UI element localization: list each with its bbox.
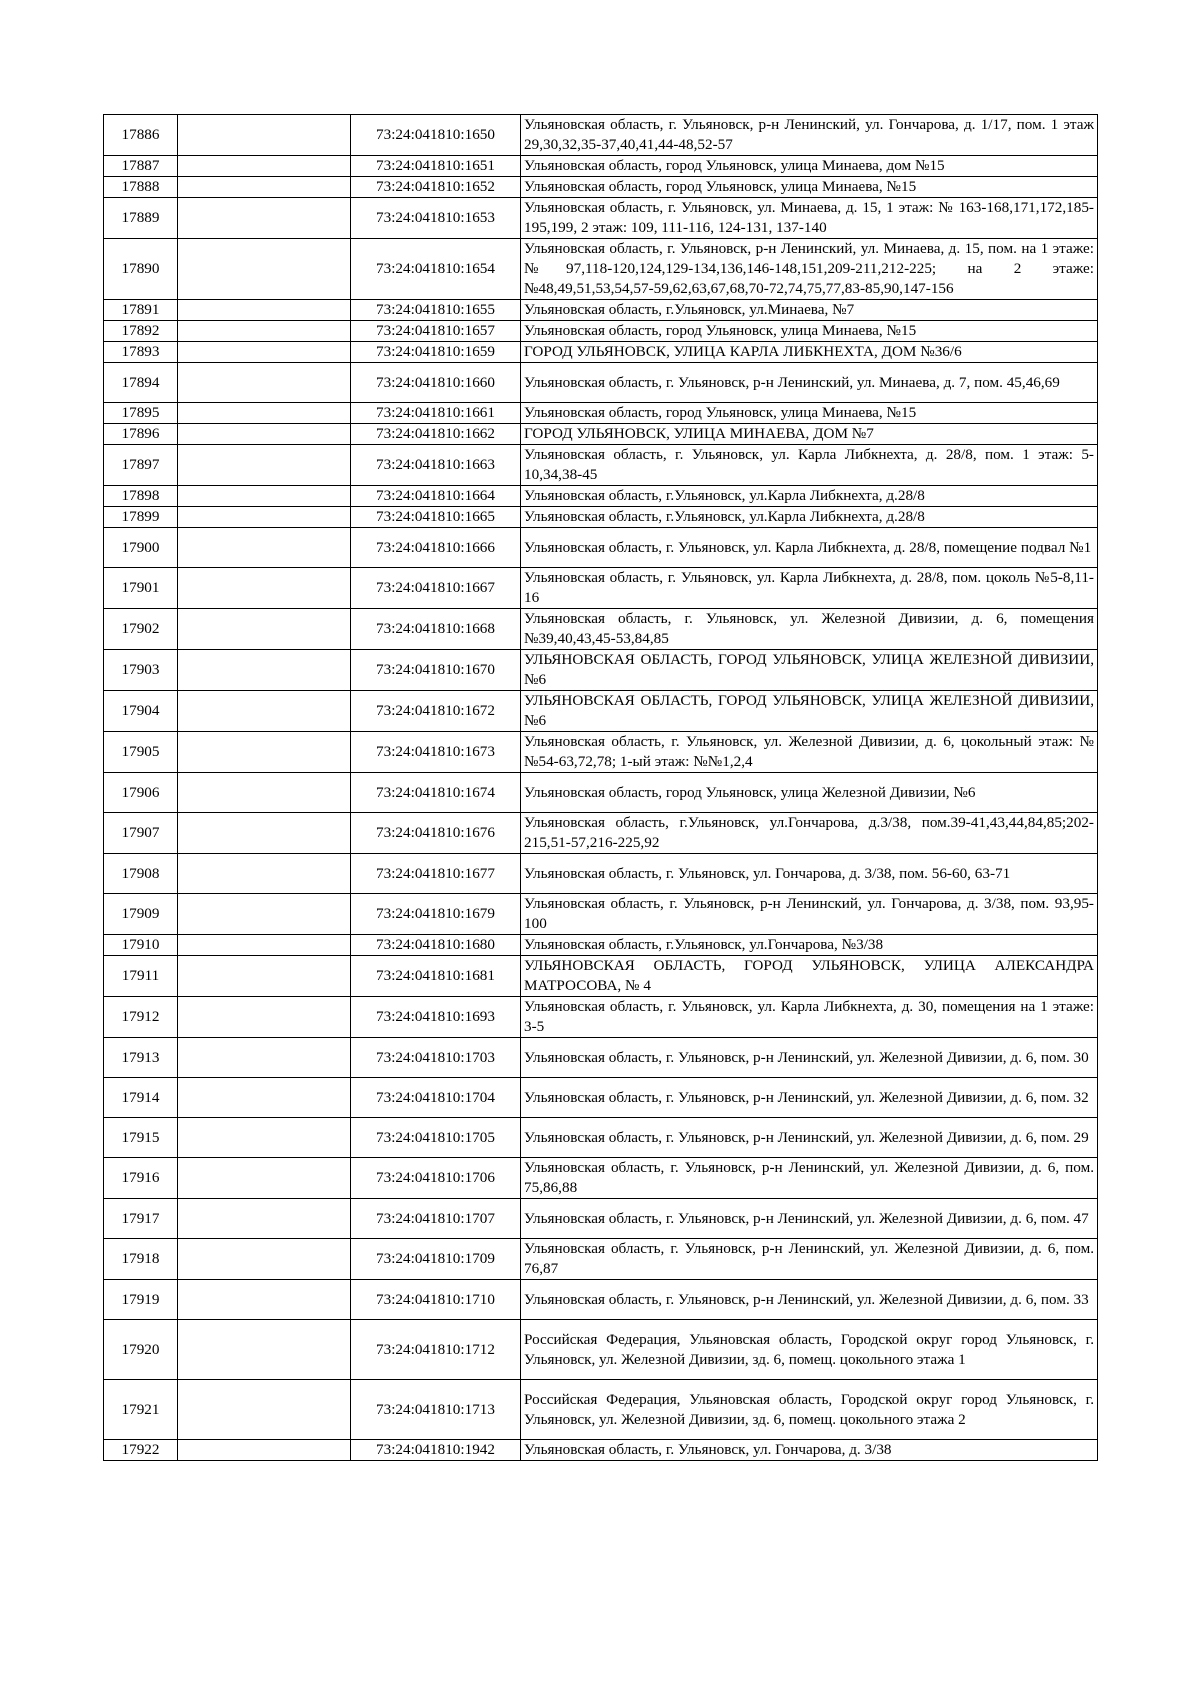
cadastral-number-cell: 73:24:041810:1664 — [351, 486, 521, 507]
table-row — [104, 1320, 1098, 1380]
row-number-cell: 17909 — [104, 894, 178, 935]
table-row — [104, 1158, 1098, 1199]
table-row — [104, 1199, 1098, 1239]
object-name-cell — [178, 486, 351, 507]
cadastral-number-cell: 73:24:041810:1672 — [351, 691, 521, 732]
cadastral-number-cell: 73:24:041810:1666 — [351, 528, 521, 568]
object-name-cell — [178, 342, 351, 363]
table-row — [104, 609, 1098, 650]
table-row — [104, 1380, 1098, 1440]
table-row — [104, 300, 1098, 321]
cadastral-number-cell: 73:24:041810:1704 — [351, 1078, 521, 1118]
row-number-cell: 17914 — [104, 1078, 178, 1118]
table-row — [104, 1038, 1098, 1078]
row-number-cell: 17905 — [104, 732, 178, 773]
object-name-cell — [178, 650, 351, 691]
table-row — [104, 894, 1098, 935]
object-name-cell — [178, 1320, 351, 1380]
cadastral-number-cell: 73:24:041810:1713 — [351, 1380, 521, 1440]
table-row — [104, 528, 1098, 568]
object-name-cell — [178, 1078, 351, 1118]
object-name-cell — [178, 1440, 351, 1461]
table-row — [104, 1440, 1098, 1461]
row-number-cell: 17907 — [104, 813, 178, 854]
cadastral-number-cell: 73:24:041810:1659 — [351, 342, 521, 363]
cadastral-number-cell: 73:24:041810:1652 — [351, 177, 521, 198]
row-number-cell: 17903 — [104, 650, 178, 691]
cadastral-number-cell: 73:24:041810:1673 — [351, 732, 521, 773]
object-name-cell — [178, 732, 351, 773]
object-name-cell — [178, 115, 351, 156]
cadastral-number-cell: 73:24:041810:1710 — [351, 1280, 521, 1320]
object-name-cell — [178, 1118, 351, 1158]
row-number-cell: 17922 — [104, 1440, 178, 1461]
cadastral-number-cell: 73:24:041810:1712 — [351, 1320, 521, 1380]
cadastral-number-cell: 73:24:041810:1668 — [351, 609, 521, 650]
cadastral-number-cell: 73:24:041810:1676 — [351, 813, 521, 854]
row-number-cell: 17892 — [104, 321, 178, 342]
address-cell: Ульяновская область, город Ульяновск, улица Железной Дивизии, №6 — [521, 773, 1098, 813]
object-name-cell — [178, 424, 351, 445]
object-name-cell — [178, 403, 351, 424]
address-cell: Ульяновская область, г. Ульяновск, ул. Карла Либкнехта, д. 28/8, помещение подвал №1 — [521, 528, 1098, 568]
row-number-cell: 17899 — [104, 507, 178, 528]
row-number-cell: 17918 — [104, 1239, 178, 1280]
table-row — [104, 1078, 1098, 1118]
cadastral-number-cell: 73:24:041810:1655 — [351, 300, 521, 321]
table-row — [104, 997, 1098, 1038]
address-cell: Ульяновская область, г. Ульяновск, р-н Ленинский, ул. Железной Дивизии, д. 6, пом. 75,86,88 — [521, 1158, 1098, 1199]
address-cell: Российская Федерация, Ульяновская область, Городской округ город Ульяновск, г. Ульяновск, ул. Железной Дивизии, зд. 6, помещ. цокольного этажа 2 — [521, 1380, 1098, 1440]
table-row — [104, 156, 1098, 177]
object-name-cell — [178, 773, 351, 813]
property-register-table — [103, 114, 1098, 1461]
row-number-cell: 17891 — [104, 300, 178, 321]
row-number-cell: 17919 — [104, 1280, 178, 1320]
address-cell: Российская Федерация, Ульяновская область, Городской округ город Ульяновск, г. Ульяновск, ул. Железной Дивизии, зд. 6, помещ. цокольного этажа 1 — [521, 1320, 1098, 1380]
table-row — [104, 813, 1098, 854]
cadastral-number-cell: 73:24:041810:1681 — [351, 956, 521, 997]
table-row — [104, 568, 1098, 609]
address-cell: Ульяновская область, г.Ульяновск, ул.Гончарова, №3/38 — [521, 935, 1098, 956]
table-row — [104, 342, 1098, 363]
address-cell: Ульяновская область, город Ульяновск, улица Минаева, №15 — [521, 403, 1098, 424]
table-row — [104, 854, 1098, 894]
row-number-cell: 17902 — [104, 609, 178, 650]
address-cell: УЛЬЯНОВСКАЯ ОБЛАСТЬ, ГОРОД УЛЬЯНОВСК, УЛИЦА АЛЕКСАНДРА МАТРОСОВА, № 4 — [521, 956, 1098, 997]
row-number-cell: 17889 — [104, 198, 178, 239]
row-number-cell: 17887 — [104, 156, 178, 177]
object-name-cell — [178, 528, 351, 568]
address-cell: Ульяновская область, г. Ульяновск, р-н Ленинский, ул. Железной Дивизии, д. 6, пом. 30 — [521, 1038, 1098, 1078]
row-number-cell: 17896 — [104, 424, 178, 445]
address-cell: Ульяновская область, г.Ульяновск, ул.Карла Либкнехта, д.28/8 — [521, 507, 1098, 528]
table-row — [104, 1239, 1098, 1280]
address-cell: Ульяновская область, город Ульяновск, улица Минаева, №15 — [521, 177, 1098, 198]
object-name-cell — [178, 956, 351, 997]
object-name-cell — [178, 198, 351, 239]
address-cell: ГОРОД УЛЬЯНОВСК, УЛИЦА КАРЛА ЛИБКНЕХТА, ДОМ №36/6 — [521, 342, 1098, 363]
cadastral-number-cell: 73:24:041810:1653 — [351, 198, 521, 239]
object-name-cell — [178, 894, 351, 935]
object-name-cell — [178, 507, 351, 528]
address-cell: Ульяновская область, г. Ульяновск, р-н Ленинский, ул. Минаева, д. 15, пом. на 1 этаже: №97,118-120,124,129-134,136,146-148,151,209-211,212-225; на 2 этаже: №48,49,51,53,54,57-59,62,63,67,68,70-72,74,75,77,83-85,90,147-156 — [521, 239, 1098, 300]
address-cell: Ульяновская область, г. Ульяновск, ул. Карла Либкнехта, д. 28/8, пом. 1 этаж: 5-10,34,38-45 — [521, 445, 1098, 486]
object-name-cell — [178, 156, 351, 177]
address-cell: Ульяновская область, город Ульяновск, улица Минаева, дом №15 — [521, 156, 1098, 177]
address-cell: Ульяновская область, г. Ульяновск, ул. Минаева, д. 15, 1 этаж: № 163-168,171,172,185-195,199, 2 этаж: 109, 111-116, 124-131, 137-140 — [521, 198, 1098, 239]
address-cell: Ульяновская область, г. Ульяновск, р-н Ленинский, ул. Гончарова, д. 3/38, пом. 93,95-100 — [521, 894, 1098, 935]
cadastral-number-cell: 73:24:041810:1703 — [351, 1038, 521, 1078]
table-row — [104, 321, 1098, 342]
cadastral-number-cell: 73:24:041810:1679 — [351, 894, 521, 935]
table-row — [104, 198, 1098, 239]
cadastral-number-cell: 73:24:041810:1674 — [351, 773, 521, 813]
row-number-cell: 17921 — [104, 1380, 178, 1440]
cadastral-number-cell: 73:24:041810:1665 — [351, 507, 521, 528]
object-name-cell — [178, 854, 351, 894]
row-number-cell: 17912 — [104, 997, 178, 1038]
row-number-cell: 17915 — [104, 1118, 178, 1158]
table-row — [104, 1280, 1098, 1320]
address-cell: Ульяновская область, г. Ульяновск, ул. Карла Либкнехта, д. 30, помещения на 1 этаже: 3-5 — [521, 997, 1098, 1038]
cadastral-number-cell: 73:24:041810:1662 — [351, 424, 521, 445]
table-row — [104, 1118, 1098, 1158]
table-row — [104, 445, 1098, 486]
address-cell: Ульяновская область, г.Ульяновск, ул.Карла Либкнехта, д.28/8 — [521, 486, 1098, 507]
object-name-cell — [178, 177, 351, 198]
table-row — [104, 935, 1098, 956]
cadastral-number-cell: 73:24:041810:1667 — [351, 568, 521, 609]
table-row — [104, 403, 1098, 424]
row-number-cell: 17913 — [104, 1038, 178, 1078]
cadastral-number-cell: 73:24:041810:1942 — [351, 1440, 521, 1461]
address-cell: Ульяновская область, г. Ульяновск, ул. Железной Дивизии, д. 6, помещения №39,40,43,45-53,84,85 — [521, 609, 1098, 650]
object-name-cell — [178, 1280, 351, 1320]
row-number-cell: 17910 — [104, 935, 178, 956]
address-cell: Ульяновская область, г.Ульяновск, ул.Гончарова, д.3/38, пом.39-41,43,44,84,85;202-215,51-57,216-225,92 — [521, 813, 1098, 854]
address-cell: Ульяновская область, г. Ульяновск, ул. Железной Дивизии, д. 6, цокольный этаж: №№54-63,72,78; 1-ый этаж: №№1,2,4 — [521, 732, 1098, 773]
object-name-cell — [178, 363, 351, 403]
row-number-cell: 17917 — [104, 1199, 178, 1239]
address-cell: УЛЬЯНОВСКАЯ ОБЛАСТЬ, ГОРОД УЛЬЯНОВСК, УЛИЦА ЖЕЛЕЗНОЙ ДИВИЗИИ, №6 — [521, 691, 1098, 732]
row-number-cell: 17908 — [104, 854, 178, 894]
address-cell: УЛЬЯНОВСКАЯ ОБЛАСТЬ, ГОРОД УЛЬЯНОВСК, УЛИЦА ЖЕЛЕЗНОЙ ДИВИЗИИ, №6 — [521, 650, 1098, 691]
table-row — [104, 424, 1098, 445]
object-name-cell — [178, 935, 351, 956]
row-number-cell: 17886 — [104, 115, 178, 156]
row-number-cell: 17897 — [104, 445, 178, 486]
row-number-cell: 17895 — [104, 403, 178, 424]
cadastral-number-cell: 73:24:041810:1663 — [351, 445, 521, 486]
cadastral-number-cell: 73:24:041810:1661 — [351, 403, 521, 424]
table-row — [104, 239, 1098, 300]
object-name-cell — [178, 691, 351, 732]
row-number-cell: 17906 — [104, 773, 178, 813]
object-name-cell — [178, 1380, 351, 1440]
address-cell: Ульяновская область, г.Ульяновск, ул.Минаева, №7 — [521, 300, 1098, 321]
row-number-cell: 17920 — [104, 1320, 178, 1380]
cadastral-number-cell: 73:24:041810:1707 — [351, 1199, 521, 1239]
row-number-cell: 17911 — [104, 956, 178, 997]
address-cell: Ульяновская область, г. Ульяновск, р-н Ленинский, ул. Гончарова, д. 1/17, пом. 1 этаж 29,30,32,35-37,40,41,44-48,52-57 — [521, 115, 1098, 156]
cadastral-number-cell: 73:24:041810:1709 — [351, 1239, 521, 1280]
table-row — [104, 732, 1098, 773]
register-body — [104, 115, 1098, 1461]
address-cell: Ульяновская область, г. Ульяновск, р-н Ленинский, ул. Железной Дивизии, д. 6, пом. 29 — [521, 1118, 1098, 1158]
row-number-cell: 17898 — [104, 486, 178, 507]
table-row — [104, 956, 1098, 997]
object-name-cell — [178, 300, 351, 321]
table-row — [104, 691, 1098, 732]
row-number-cell: 17894 — [104, 363, 178, 403]
object-name-cell — [178, 1038, 351, 1078]
row-number-cell: 17900 — [104, 528, 178, 568]
address-cell: Ульяновская область, г. Ульяновск, р-н Ленинский, ул. Железной Дивизии, д. 6, пом. 47 — [521, 1199, 1098, 1239]
address-cell: Ульяновская область, г. Ульяновск, ул. Гончарова, д. 3/38, пом. 56-60, 63-71 — [521, 854, 1098, 894]
object-name-cell — [178, 997, 351, 1038]
cadastral-number-cell: 73:24:041810:1650 — [351, 115, 521, 156]
address-cell: Ульяновская область, г. Ульяновск, р-н Ленинский, ул. Железной Дивизии, д. 6, пом. 33 — [521, 1280, 1098, 1320]
address-cell: Ульяновская область, г. Ульяновск, р-н Ленинский, ул. Минаева, д. 7, пом. 45,46,69 — [521, 363, 1098, 403]
row-number-cell: 17888 — [104, 177, 178, 198]
table-row — [104, 177, 1098, 198]
row-number-cell: 17916 — [104, 1158, 178, 1199]
table-row — [104, 650, 1098, 691]
object-name-cell — [178, 1239, 351, 1280]
table-row — [104, 507, 1098, 528]
object-name-cell — [178, 813, 351, 854]
cadastral-number-cell: 73:24:041810:1651 — [351, 156, 521, 177]
row-number-cell: 17901 — [104, 568, 178, 609]
object-name-cell — [178, 609, 351, 650]
object-name-cell — [178, 1158, 351, 1199]
object-name-cell — [178, 445, 351, 486]
object-name-cell — [178, 1199, 351, 1239]
cadastral-number-cell: 73:24:041810:1657 — [351, 321, 521, 342]
cadastral-number-cell: 73:24:041810:1660 — [351, 363, 521, 403]
cadastral-number-cell: 73:24:041810:1705 — [351, 1118, 521, 1158]
cadastral-number-cell: 73:24:041810:1680 — [351, 935, 521, 956]
address-cell: Ульяновская область, г. Ульяновск, р-н Ленинский, ул. Железной Дивизии, д. 6, пом. 76,87 — [521, 1239, 1098, 1280]
address-cell: Ульяновская область, г. Ульяновск, ул. Карла Либкнехта, д. 28/8, пом. цоколь №5-8,11-16 — [521, 568, 1098, 609]
object-name-cell — [178, 239, 351, 300]
row-number-cell: 17893 — [104, 342, 178, 363]
row-number-cell: 17904 — [104, 691, 178, 732]
address-cell: Ульяновская область, г. Ульяновск, р-н Ленинский, ул. Железной Дивизии, д. 6, пом. 32 — [521, 1078, 1098, 1118]
table-row — [104, 363, 1098, 403]
cadastral-number-cell: 73:24:041810:1706 — [351, 1158, 521, 1199]
table-row — [104, 115, 1098, 156]
table-row — [104, 773, 1098, 813]
object-name-cell — [178, 321, 351, 342]
address-cell: Ульяновская область, г. Ульяновск, ул. Гончарова, д. 3/38 — [521, 1440, 1098, 1461]
cadastral-number-cell: 73:24:041810:1654 — [351, 239, 521, 300]
cadastral-number-cell: 73:24:041810:1677 — [351, 854, 521, 894]
row-number-cell: 17890 — [104, 239, 178, 300]
cadastral-number-cell: 73:24:041810:1670 — [351, 650, 521, 691]
object-name-cell — [178, 568, 351, 609]
address-cell: ГОРОД УЛЬЯНОВСК, УЛИЦА МИНАЕВА, ДОМ №7 — [521, 424, 1098, 445]
address-cell: Ульяновская область, город Ульяновск, улица Минаева, №15 — [521, 321, 1098, 342]
table-row — [104, 486, 1098, 507]
cadastral-number-cell: 73:24:041810:1693 — [351, 997, 521, 1038]
